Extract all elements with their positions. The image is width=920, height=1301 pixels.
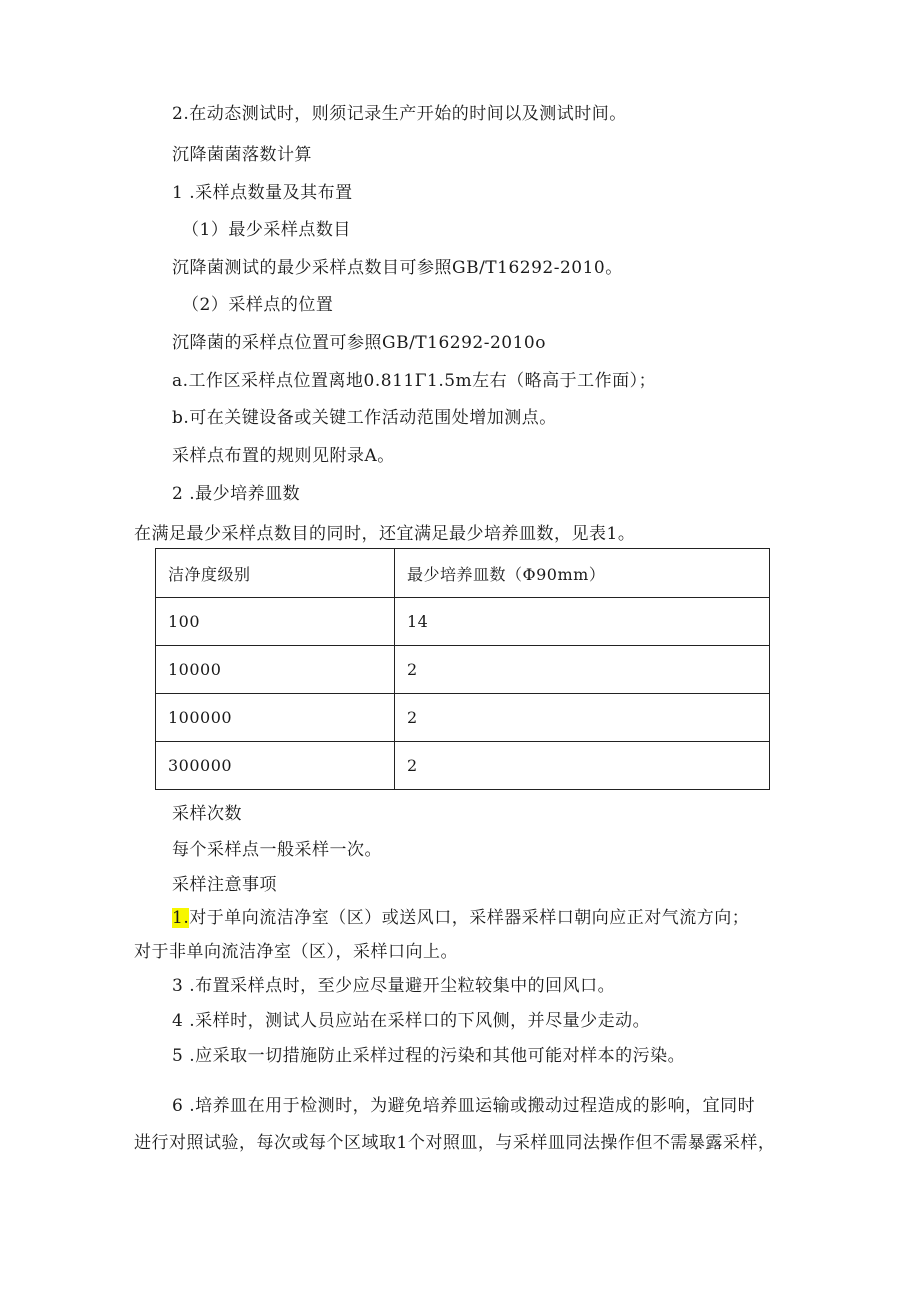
heading-sampling-times: 采样次数 [172,804,242,824]
paragraph-min-points: 沉降菌测试的最少采样点数目可参照GB/T16292-2010。 [172,258,623,278]
paragraph-sampling-times: 每个采样点一般采样一次。 [172,840,382,860]
table-cell: 2 [395,742,770,790]
min-plates-table [155,548,770,790]
note-item-6: 6 .培养皿在用于检测时，为避免培养皿运输或搬动过程造成的影响，宜同时 [172,1096,756,1116]
paragraph-dynamic-test: 2.在动态测试时，则须记录生产开始的时间以及测试时间。 [172,104,627,124]
table-header-cell: 洁净度级别 [156,549,395,598]
paragraph-min-plates: 在满足最少采样点数目的同时，还宜满足最少培养皿数，见表1。 [134,524,636,544]
note-item-5: 5 .应采取一切措施防止采样过程的污染和其他可能对样本的污染。 [172,1046,686,1066]
table-row [156,646,770,694]
table-cell: 2 [395,646,770,694]
note-item-1-continued: 对于非单向流洁净室（区），采样口向上。 [134,942,458,962]
subheading-point-location: （2）采样点的位置 [182,295,334,315]
note-item-4: 4 .采样时，测试人员应站在采样口的下风侧，并尽量少走动。 [172,1011,651,1031]
paragraph-appendix-rule: 采样点布置的规则见附录A。 [172,446,395,466]
table-cell: 100 [156,598,395,646]
note-item-6-continued: 进行对照试验，每次或每个区域取1个对照皿，与采样皿同法操作但不需暴露采样， [134,1133,776,1153]
list-item-b: b.可在关键设备或关键工作活动范围处增加测点。 [172,408,557,428]
heading-min-plates: 2 .最少培养皿数 [172,484,301,504]
table-row [156,598,770,646]
table-header-cell: 最少培养皿数（Φ90mm） [395,549,770,598]
table-cell: 300000 [156,742,395,790]
table-cell: 100000 [156,694,395,742]
note-item-1 [172,906,749,930]
table-header-row [156,549,770,598]
note-item-3: 3 .布置采样点时，至少应尽量避开尘粒较集中的回风口。 [172,976,616,996]
note-item-1-text: 对于单向流洁净室（区）或送风口，采样器采样口朝向应正对气流方向； [189,908,750,928]
table-cell: 10000 [156,646,395,694]
table-cell: 14 [395,598,770,646]
highlighted-number: 1. [172,908,190,928]
subheading-min-points: （1）最少采样点数目 [182,220,351,240]
heading-sampling-notes: 采样注意事项 [172,875,277,895]
heading-settling-bacteria-count: 沉降菌菌落数计算 [172,145,312,165]
table-row [156,742,770,790]
paragraph-point-location: 沉降菌的采样点位置可参照GB/T16292-2010o [172,333,546,353]
heading-sampling-points: 1 .采样点数量及其布置 [172,183,353,203]
table-row [156,694,770,742]
table-cell: 2 [395,694,770,742]
list-item-a: a.工作区采样点位置离地0.811Γ1.5m左右（略高于工作面）； [172,371,657,391]
